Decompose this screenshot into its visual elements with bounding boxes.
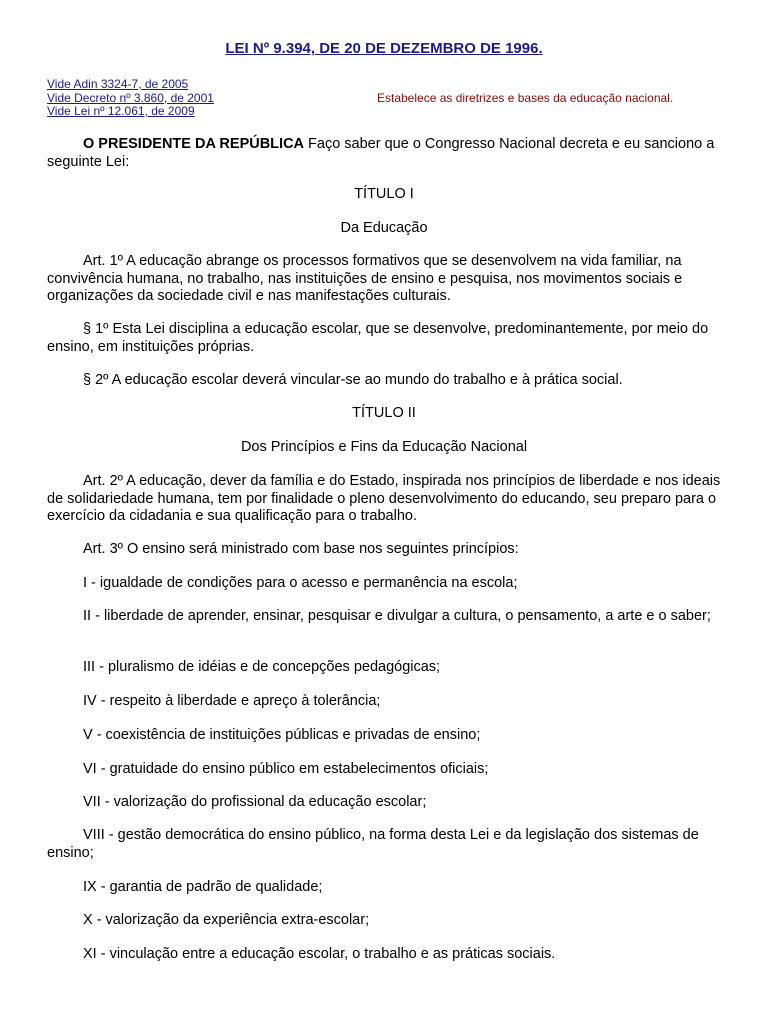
- preamble: [47, 136, 727, 171]
- preamble-bold: O PRESIDENTE DA REPÚBLICA: [83, 136, 305, 152]
- art-3: Art. 3º O ensino será ministrado com base nos seguintes princípios:: [83, 541, 519, 557]
- vide-link-decreto[interactable]: Vide Decreto nº 3.860, de 2001: [47, 90, 214, 105]
- inciso-item: I - igualdade de condições para o acesso e permanência na escola;: [83, 575, 518, 591]
- vide-link-lei[interactable]: Vide Lei nº 12.061, de 2009: [47, 104, 195, 118]
- vide-links: [47, 78, 214, 119]
- inciso-item: IV - respeito à liberdade e apreço à tolerância;: [83, 693, 381, 709]
- vide-link-adin[interactable]: Vide Adin 3324-7, de 2005: [47, 77, 189, 91]
- titulo-1-heading: TÍTULO I: [354, 186, 414, 202]
- inciso-item: XI - vinculação entre a educação escolar, o trabalho e as práticas sociais.: [83, 946, 556, 962]
- art-1: Art. 1º A educação abrange os processos formativos que se desenvolvem na vida familiar, na convivência humana, no trabalho, nas instituições de ensino e pesquisa, nos movimentos sociais e organizações da sociedade civil e nas manifestações culturais.: [47, 253, 683, 304]
- inciso-item: II - liberdade de aprender, ensinar, pesquisar e divulgar a cultura, o pensamento, a arte e o saber;: [83, 608, 711, 624]
- art-1-paragraph-1: § 1º Esta Lei disciplina a educação escolar, que se desenvolve, predominantemente, por meio do ensino, em instituições próprias.: [47, 321, 709, 355]
- inciso-item: IX - garantia de padrão de qualidade;: [83, 879, 323, 895]
- titulo-2-heading: TÍTULO II: [352, 405, 416, 421]
- art-2: Art. 2º A educação, dever da família e do Estado, inspirada nos princípios de liberdade e nos ideais de solidariedade humana, tem por finalidade o pleno desenvolvimento do educando, seu preparo para o exercício da cidadania e sua qualificação para o trabalho.: [47, 473, 721, 524]
- titulo-2-name: Dos Princípios e Fins da Educação Nacional: [240, 439, 528, 455]
- preamble-text: Faço saber que o Congresso Nacional decreta e eu sanciono a seguinte Lei:: [47, 136, 715, 170]
- inciso-item: VI - gratuidade do ensino público em estabelecimentos oficiais;: [83, 761, 489, 777]
- law-title[interactable]: LEI Nº 9.394, DE 20 DE DEZEMBRO DE 1996.: [225, 40, 543, 57]
- ementa: Estabelece as diretrizes e bases da educação nacional.: [377, 91, 674, 105]
- inciso-item: X - valorização da experiência extra-escolar;: [83, 912, 370, 928]
- inciso-item: V - coexistência de instituições públicas e privadas de ensino;: [83, 727, 481, 743]
- inciso-item: III - pluralismo de idéias e de concepções pedagógicas;: [83, 659, 441, 675]
- inciso-item: VII - valorização do profissional da educação escolar;: [83, 794, 427, 810]
- art-1-paragraph-2: § 2º A educação escolar deverá vincular-se ao mundo do trabalho e à prática social.: [83, 372, 623, 388]
- inciso-item: VIII - gestão democrática do ensino público, na forma desta Lei e da legislação dos sistemas de ensino;: [47, 827, 699, 861]
- titulo-1-name: Da Educação: [340, 220, 428, 236]
